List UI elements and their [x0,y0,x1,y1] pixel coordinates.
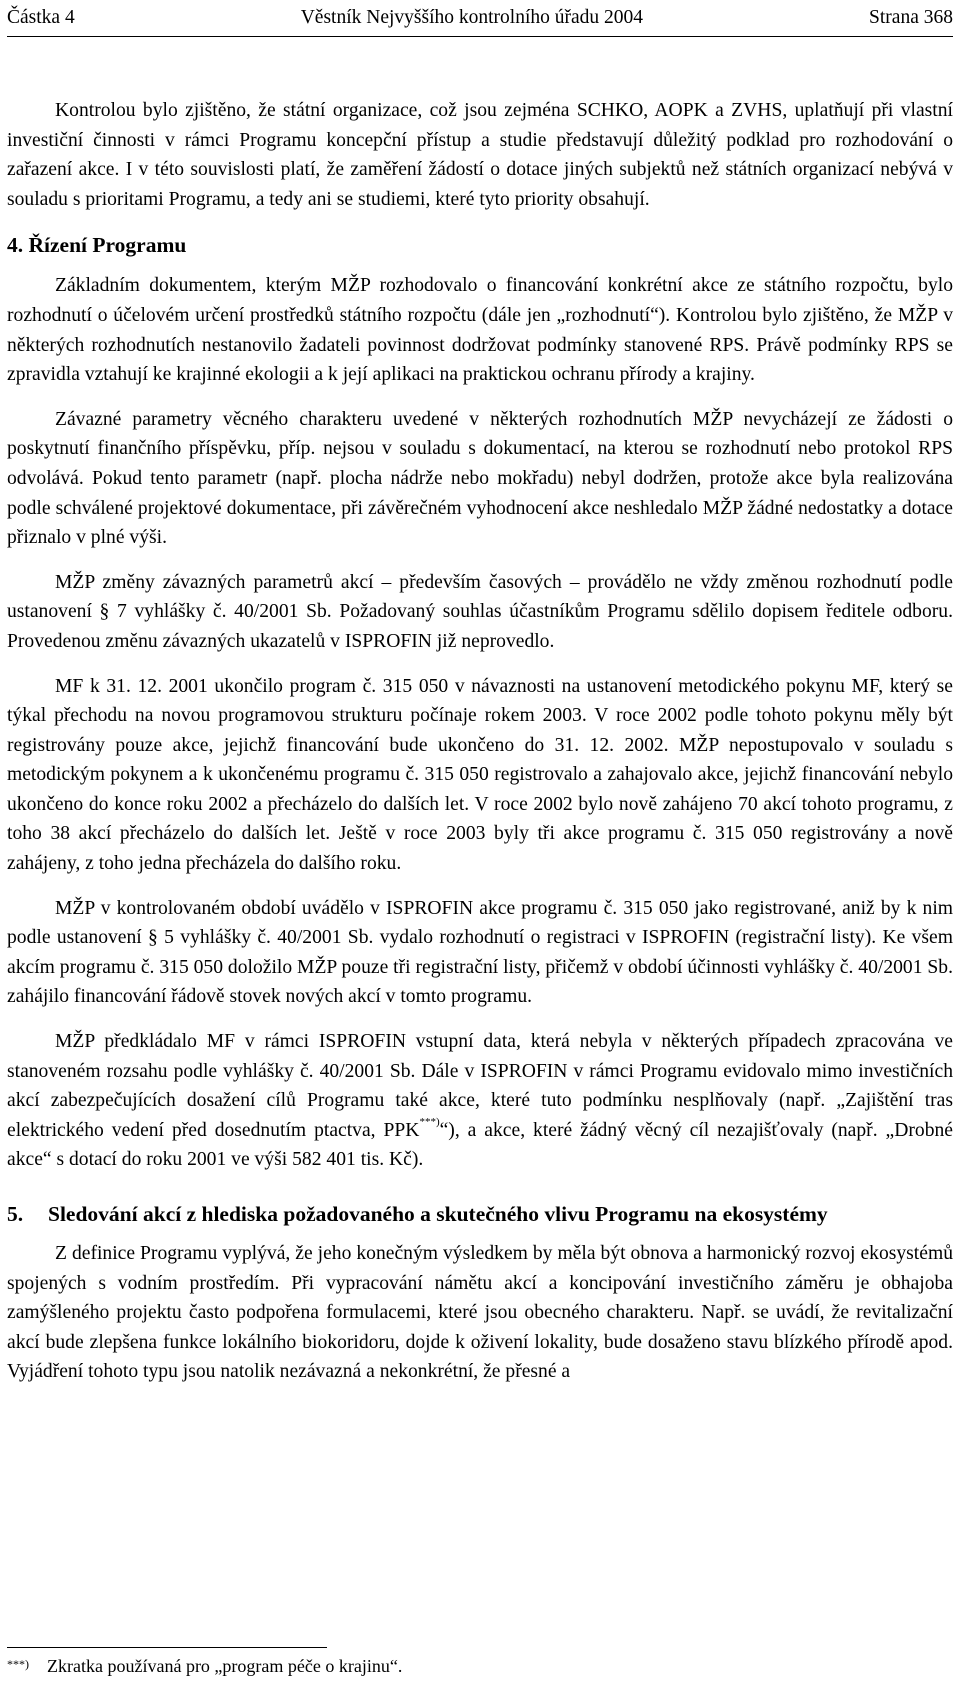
footnote-text: Zkratka používaná pro „program péče o krajinu“. [47,1656,403,1676]
section-4-paragraph: Základním dokumentem, kterým MŽP rozhodovalo o financování konkrétní akce ze státního rozpočtu, bylo rozhodnutí o účelovém určení prostředků státního rozpočtu (dále jen „rozhodnutí“). Kontrolou bylo zjištěno, že MŽP v některých rozhodnutích nestanovilo žadateli povinnost dodržovat podmínky stanovené RPS. Právě podmínky RPS se zpravidla vztahují ke krajinné ekologii a k její aplikaci na praktickou ochranu přírody a krajiny. [7,275,953,386]
section-4-paragraph [7,1027,953,1175]
header-issue: Částka 4 [7,7,75,28]
section-5-heading [7,1199,953,1229]
footnote [7,1655,402,1677]
header-page-number: Strana 368 [869,7,953,28]
footnote-mark: ***) [7,1657,29,1671]
section-4-paragraph: MŽP změny závazných parametrů akcí – především časových – provádělo ne vždy změnou rozhodnutí podle ustanovení § 7 vyhlášky č. 40/2001 Sb. Požadovaný souhlas účastníkům Programu sdělilo dopisem ředitele odboru. Provedenou změnu závazných ukazatelů v ISPROFIN již neprovedlo. [7,571,953,652]
footnote-divider [7,1647,327,1648]
intro-paragraph: Kontrolou bylo zjištěno, že státní organizace, což jsou zejména SCHKO, AOPK a ZVHS, uplatňují při vlastní investiční činnosti v rámci Programu koncepční přístup a studie představují důležitý podklad pro rozhodování o zařazení akce. I v této souvislosti platí, že zaměření žádostí o dotace jiných subjektů než státních organizací nebývá v souladu s prioritami Programu, a tedy ani se studiemi, které tyto priority obsahují. [7,100,953,210]
paragraph-text: MŽP předkládalo MF v rámci ISPROFIN vstupní data, která nebyla v některých případech zpracována ve stanoveném rozsahu podle vyhlášky č. 40/2001 Sb. Dále v ISPROFIN v rámci Programu evidovalo mimo investičních akcí zabezpečujících dosažení cílů Programu také akce, které tuto podmínku nesplňovaly (např. „Zajištění tras elektrického vedení před dosednutím ptactva, PPK [7,1031,953,1141]
section-4-paragraph: MŽP v kontrolovaném období uvádělo v ISPROFIN akce programu č. 315 050 jako registrované, aniž by k nim podle ustanovení § 5 vyhlášky č. 40/2001 Sb. vydalo rozhodnutí o registraci v ISPROFIN (registrační listy). Ke všem akcím programu č. 315 050 doložilo MŽP pouze tři registrační listy, přičemž v období účinnosti vyhlášky č. 40/2001 Sb. zahájilo financování řádově stovek nových akcí v tomto programu. [7,897,953,1008]
section-number: 5. [7,1202,24,1226]
body-text [7,96,953,1387]
page-header [7,4,953,32]
section-5-paragraph: Z definice Programu vyplývá, že jeho konečným výsledkem by měla být obnova a harmonický rozvoj ekosystémů spojených s vodním prostředím. Při vypracování námětu akcí a koncipování investičního záměru je obhajoba zamýšleného projektu často podpořena formulacemi, které jsou obecného charakteru. Např. se uvádí, že revitalizační akcí bude zlepšena funkce lokálního biokoridoru, dojde k oživení lokality, bude dosaženo stavu blízkého přírodě apod. Vyjádření tohoto typu jsou natolik nezávazná a nekonkrétní, že přesné a [7,1243,953,1383]
header-journal-title: Věstník Nejvyššího kontrolního úřadu 2004 [300,7,644,28]
section-4-paragraph: MF k 31. 12. 2001 ukončilo program č. 315 050 v návaznosti na ustanovení metodického pokynu MF, který se týkal přechodu na novou programovou strukturu počínaje rokem 2003. V roce 2002 podle tohoto pokynu měly být registrovány pouze akce, jejichž financování bude ukončeno do 31. 12. 2002. MŽP nepostupovalo v souladu s metodickým pokynem a k ukončenému programu č. 315 050 registrovalo a zahajovalo akce, jejichž financování nebylo ukončeno do konce roku 2002 a přecházelo do dalších let. V roce 2002 bylo nově zahájeno 70 akcí tohoto programu, z toho 38 akcí přecházelo do dalších let. Ještě v roce 2003 byly tři akce programu č. 315 050 registrovány a nově zahájeny, z toho jedna přecházela do dalšího roku. [7,675,953,875]
section-4-paragraph: Závazné parametry věcného charakteru uvedené v některých rozhodnutích MŽP nevycházejí ze žádosti o poskytnutí finančního příspěvku, příp. nejsou v souladu s dokumentací, na kterou se rozhodnutí nebo protokol RPS odvolává. Pokud tento parametr (např. plocha nádrže nebo mokřadu) nebyl dodržen, protože akce byla realizována podle schválené projektové dokumentace, při závěrečném vyhodnocení akce neshledalo MŽP žádné nedostatky a dotace přiznalo v plné výši. [7,408,953,549]
header-divider [7,36,953,37]
section-4-heading: 4. Řízení Programu [7,233,187,258]
footnote-reference[interactable]: ***) [419,1116,440,1129]
section-title: Sledování akcí z hlediska požadovaného a skutečného vlivu Programu na ekosystémy [48,1202,828,1226]
paragraph-text: “), a akce, které žádný věcný cíl nezajišťovaly (např. „Drobné akce“ s dotací do roku 2001 ve výši 582 401 tis. Kč). [7,1119,953,1171]
